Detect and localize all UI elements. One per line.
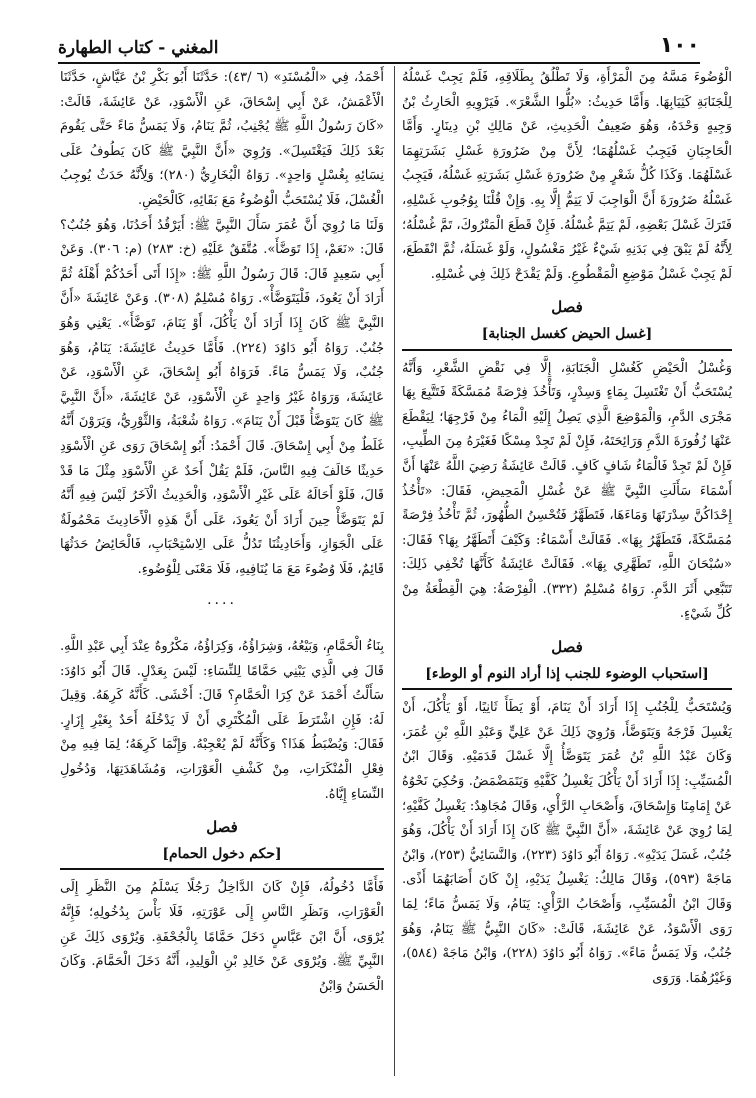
right-column bbox=[402, 66, 732, 991]
section-title: فصل bbox=[206, 818, 238, 837]
paragraph: وَغُسْلُ الْحَيْضِ كَغُسْلِ الْجَنَابَةِ، إِلَّا فِي نَقْضِ الشَّعْرِ، وَأَنَّهُ يُسْتَحَبُّ أَنْ تَغْتَسِلَ بِمَاءٍ وَسِدْرٍ، وَتَأْخُذَ فِرْصَةً مُمَسَّكَةً فَتَتَّبِعَ بِهَا مَجْرَى الدَّمِ، وَالْمَوْضِعَ الَّذِي يَصِلُ إِلَيْهِ الْمَاءُ مِنْ فَرْجِهَا؛ لِيَقْطَعَ عَنْهَا زُفُورَةَ الدَّمِ وَرَائِحَتَهُ، فَإِنْ لَمْ تَجِدْ مِسْكًا فَغَيْرَهُ مِنَ الطِّيبِ، فَإِنْ لَمْ تَجِدْ فَالْمَاءُ شَافٍ كَافٍ. قَالَتْ عَائِشَةُ رَضِيَ اللَّهُ عَنْهَا أَنَّ أَسْمَاءَ سَأَلَتِ النَّبِيَّ ﷺ عَنْ غُسْلِ الْمَحِيضِ، فَقَالَ: «تَأْخُذُ إِحْدَاكُنَّ سِدْرَتَهَا وَمَاءَهَا، فَتَطَهَّرُ فَتُحْسِنُ الطُّهُورَ، ثُمَّ تَأْخُذُ فِرْصَةً مُمَسَّكَةً، فَتَطَهَّرُ بِهَا». فَقَالَتْ أَسْمَاءُ: وَكَيْفَ أَتَطَهَّرُ بِهَا؟ فَقَالَ: «سُبْحَانَ اللَّهِ، تَطَهَّرِي بِهَا». فَقَالَتْ عَائِشَةُ كَأَنَّهَا تُخْفِي ذَلِكَ: تَتَبَّعِي أَثَرَ الدَّمِ. رَوَاهُ مُسْلِمٌ (٣٣٢). الْفِرْصَةُ: هِيَ الْقِطْعَةُ مِنْ كُلِّ شَيْءٍ. bbox=[402, 360, 733, 622]
page-number: ١٠٠ bbox=[659, 33, 700, 58]
paragraph: أَحْمَدُ، فِي «الْمُسْنَدِ» (٦ /٤٣): حَدَّثَنَا أَبُو بَكْرِ بْنُ عَيَّاشٍ، حَدَّثَنَا الْأَعْمَشُ، عَنْ أَبِي إِسْحَاقَ، عَنِ الْأَسْوَدِ، عَنْ عَائِشَةَ، قَالَتْ: «كَانَ رَسُولُ اللَّهِ ﷺ يُجْنِبُ، ثُمَّ يَنَامُ، وَلَا يَمَسُّ مَاءً حَتَّى يَقُومَ بَعْدَ ذَلِكَ فَيَغْتَسِلَ». وَرُوِيَ «أَنَّ النَّبِيَّ ﷺ كَانَ يَطُوفُ عَلَى نِسَائِهِ بِغُسْلٍ وَاحِدٍ». رَوَاهُ الْبُخَارِيُّ (٢٨٠)؛ وَلِأَنَّهُ حَدَثٌ يُوجِبُ الْغُسْلَ، فَلَا يُسْتَحَبُّ الْوُضُوءُ مَعَ بَقَائِهِ، كَالْحَيْضِ. bbox=[60, 70, 385, 208]
paragraph: الْوُضُوءَ مَسَّهُ مِنَ الْمَرْأَةِ، وَلَا تَطْلُقُ بِطَلَاقِهِ، فَلَمْ يَجِبْ غَسْلُهُ لِلْجَنَابَةِ كَثِيَابِهَا. وَأَمَّا حَدِيثُ: «بُلُّوا الشَّعْرَ». فَيَرْوِيهِ الْحَارِثُ بْنُ وَجِيهٍ وَحْدَهُ، وَهُوَ ضَعِيفُ الْحَدِيثِ، عَنْ مَالِكِ بْنِ دِينَارٍ. وَأَمَّا الْحَاجِبَانِ فَيَجِبُ غَسْلُهُمَا؛ لِأَنَّ مِنْ ضَرُورَةِ غَسْلِ بَشَرَتِهِمَا غَسْلَهُمَا. وَكَذَا كُلُّ شَعْرٍ مِنْ ضَرُورَةِ غَسْلِ بَشَرَتِهِ غَسْلُهُ، فَيَجِبُ غَسْلُهُ ضَرُورَةَ أَنَّ الْوَاجِبَ لَا يَتِمُّ إِلَّا بِهِ. وَإِنْ قُلْنَا بِوُجُوبِ غَسْلِهِ، فَتَرَكَ غَسْلَ بَعْضِهِ، لَمْ يَتِمَّ غُسْلُهُ. فَإِنْ قَطَعَ الْمَتْرُوكَ، تَمَّ غُسْلُهُ؛ لِأَنَّهُ لَمْ يَبْقَ فِي بَدَنِهِ شَيْءٌ غَيْرُ مَغْسُولٍ، وَلَوْ غَسَلَهُ، ثُمَّ انْقَطَعَ، لَمْ يَجِبْ غَسْلُ مَوْضِعِ الْمَقْطُوعِ. وَلَمْ يَقْدَحْ ذَلِكَ فِي غُسْلِهِ. bbox=[402, 70, 732, 282]
separator-dots: .... bbox=[207, 592, 237, 609]
paragraph: بِنَاءُ الْحَمَّامِ، وَبَيْعُهُ، وَشِرَاؤُهُ، وَكِرَاؤُهُ، مَكْرُوهٌ عِنْدَ أَبِي عَبْدِ اللَّهِ. قَالَ فِي الَّذِي يَبْنِي حَمَّامًا لِلنِّسَاءِ: لَيْسَ بِعَدْلٍ. قَالَ أَبُو دَاوُدَ: سَأَلْتُ أَحْمَدَ عَنْ كِرَا الْحَمَّامِ؟ قَالَ: أَخْشَى. كَأَنَّهُ كَرِهَهُ. وَقِيلَ لَهُ: فَإِنِ اشْتَرَطَ عَلَى الْمُكْتَرِي أَنْ لَا يَدْخُلَهُ أَحَدٌ بِغَيْرِ إِزَارٍ. فَقَالَ: وَيُضْبَطُ هَذَا؟ وَكَأَنَّهُ لَمْ يُعْجِبْهُ. وَإِنَّمَا كَرِهَهُ؛ لِمَا فِيهِ مِنْ فِعْلِ الْمُنْكَرَاتِ، مِنْ كَشْفِ الْعَوْرَاتِ، وَمُشَاهَدَتِهَا، وَدُخُولِ النِّسَاءِ إِيَّاهُ. bbox=[60, 639, 384, 802]
section-subtitle: [استحباب الوضوء للجنب إذا أراد النوم أو الوطء] bbox=[402, 662, 732, 691]
book-title: المغني - كتاب الطهارة bbox=[58, 38, 219, 58]
left-column bbox=[60, 66, 384, 999]
section-subtitle: [حكم دخول الحمام] bbox=[60, 842, 384, 871]
column-divider bbox=[394, 66, 395, 1076]
paragraph: وَلَنَا مَا رُوِيَ أَنَّ عُمَرَ سَأَلَ النَّبِيَّ ﷺ: أَيَرْقُدُ أَحَدُنَا، وَهُوَ جُنُبٌ؟ قَالَ: «نَعَمْ، إِذَا تَوَضَّأَ». مُتَّفَقٌ عَلَيْهِ (خ: ٢٨٣) (م: ٣٠٦). وَعَنْ أَبِي سَعِيدٍ قَالَ: قَالَ رَسُولُ اللَّهِ ﷺ: «إِذَا أَتَى أَحَدُكُمْ أَهْلَهُ ثُمَّ أَرَادَ أَنْ يَعُودَ، فَلْيَتَوَضَّأْ». رَوَاهُ مُسْلِمٌ (٣٠٨). وَعَنْ عَائِشَةَ «أَنَّ النَّبِيَّ ﷺ كَانَ إِذَا أَرَادَ أَنْ يَأْكُلَ، أَوْ يَنَامَ، تَوَضَّأَ». يَعْنِي وَهُوَ جُنُبٌ. رَوَاهُ أَبُو دَاوُدَ (٢٢٤). فَأَمَّا حَدِيثُ عَائِشَةَ: يَنَامُ، وَهُوَ جُنُبٌ، وَلَا يَمَسُّ مَاءً. فَرَوَاهُ أَبُو إِسْحَاقَ، عَنِ الْأَسْوَدِ، عَنْ عَائِشَةَ، وَرَوَاهُ غَيْرُ وَاحِدٍ عَنِ الْأَسْوَدِ، عَنْ عَائِشَةَ، «أَنَّ النَّبِيَّ ﷺ كَانَ يَتَوَضَّأُ قَبْلَ أَنْ يَنَامَ». رَوَاهُ شُعْبَةُ، وَالثَّوْرِيُّ، وَيَرَوْنَ أَنَّهُ غَلَطٌ مِنْ أَبِي إِسْحَاقَ. قَالَ أَحْمَدُ: أَبُو إِسْحَاقَ رَوَى عَنِ الْأَسْوَدِ حَدِيثًا خَالَفَ فِيهِ النَّاسَ، فَلَمْ يَقُلْ أَحَدٌ عَنِ الْأَسْوَدِ مِثْلَ مَا قَدْ قَالَ، فَلَوْ أَحَالَهُ عَلَى غَيْرِ الْأَسْوَدِ، وَالْحَدِيثُ الْآخَرُ لَيْسَ فِيهِ أَنَّهُ لَمْ يَتَوَضَّأْ حِينَ أَرَادَ أَنْ يَعُودَ، عَلَى أَنَّ هَذِهِ الْأَحَادِيثَ مَحْمُولَةٌ عَلَى الْجَوَازِ، وَأَحَادِيثُنَا تَدُلُّ عَلَى الِاسْتِحْبَابِ، فَالْحَائِضُ حَدَثُهَا قَائِمٌ، فَلَا وُضُوءَ مَعَ مَا يُنَافِيهِ، فَلَا مَعْنَى لِلْوُضُوءِ. bbox=[60, 217, 384, 577]
page-header bbox=[58, 28, 700, 64]
section-subtitle: [غسل الحيض كغسل الجنابة] bbox=[402, 322, 732, 351]
paragraph: وَيُسْتَحَبُّ لِلْجُنُبِ إِذَا أَرَادَ أَنْ يَنَامَ، أَوْ يَطَأَ ثَانِيًا، أَوْ يَأْكُلَ، أَنْ يَغْسِلَ فَرْجَهُ وَيَتَوَضَّأَ، وَرُوِيَ ذَلِكَ عَنْ عَلِيٍّ وَعَبْدِ اللَّهِ بْنِ عُمَرَ، وَكَانَ عَبْدُ اللَّهِ بْنُ عُمَرَ يَتَوَضَّأُ إِلَّا غَسْلَ قَدَمَيْهِ. وَقَالَ ابْنُ الْمُسَيِّبِ: إِذَا أَرَادَ أَنْ يَأْكُلَ يَغْسِلُ كَفَّيْهِ وَيَتَمَضْمَضُ. وَحُكِيَ نَحْوُهُ عَنْ إِمَامِنَا وَإِسْحَاقَ، وَأَصْحَابِ الرَّأْيِ، وَقَالَ مُجَاهِدٌ: يَغْسِلُ كَفَّيْهِ؛ لِمَا رُوِيَ عَنْ عَائِشَةَ، «أَنَّ النَّبِيَّ ﷺ كَانَ إِذَا أَرَادَ أَنْ يَأْكُلَ، وَهُوَ جُنُبٌ، غَسَلَ يَدَيْهِ». رَوَاهُ أَبُو دَاوُدَ (٢٢٣)، وَالنَّسَائِيُّ (٢٥٣)، وَابْنُ مَاجَهْ (٥٩٣)، وَقَالَ مَالِكٌ: يَغْسِلُ يَدَيْهِ، إِنْ كَانَ أَصَابَهُمَا أَذًى. وَقَالَ ابْنُ الْمُسَيِّبِ، وَأَصْحَابُ الرَّأْيِ: يَنَامُ، وَلَا يَمَسُّ مَاءً؛ لِمَا رَوَى الْأَسْوَدُ، عَنْ عَائِشَةَ، قَالَتْ: «كَانَ النَّبِيُّ ﷺ يَنَامُ، وَهُوَ جُنُبٌ، وَلَا يَمَسُّ مَاءً». رَوَاهُ أَبُو دَاوُدَ (٢٢٨)، وَابْنُ مَاجَهْ (٥٨٤)، وَغَيْرُهُمَا. وَرَوَى bbox=[402, 700, 733, 986]
section-title: فصل bbox=[551, 298, 583, 317]
paragraph: فَأَمَّا دُخُولُهُ، فَإِنْ كَانَ الدَّاخِلُ رَجُلًا يَسْلَمُ مِنَ النَّظَرِ إِلَى الْعَوْرَاتِ، وَنَظَرِ النَّاسِ إِلَى عَوْرَتِهِ، فَلَا بَأْسَ بِدُخُولِهِ؛ فَإِنَّهُ يُرْوَى، أَنَّ ابْنَ عَبَّاسٍ دَخَلَ حَمَّامًا بِالْجُحْفَةِ. وَيُرْوَى ذَلِكَ عَنِ النَّبِيِّ ﷺ. وَيُرْوَى عَنْ خَالِدِ بْنِ الْوَلِيدِ، أَنَّهُ دَخَلَ الْحَمَّامَ. وَكَانَ الْحَسَنُ وَابْنُ bbox=[60, 880, 384, 994]
section-title: فصل bbox=[551, 638, 583, 657]
